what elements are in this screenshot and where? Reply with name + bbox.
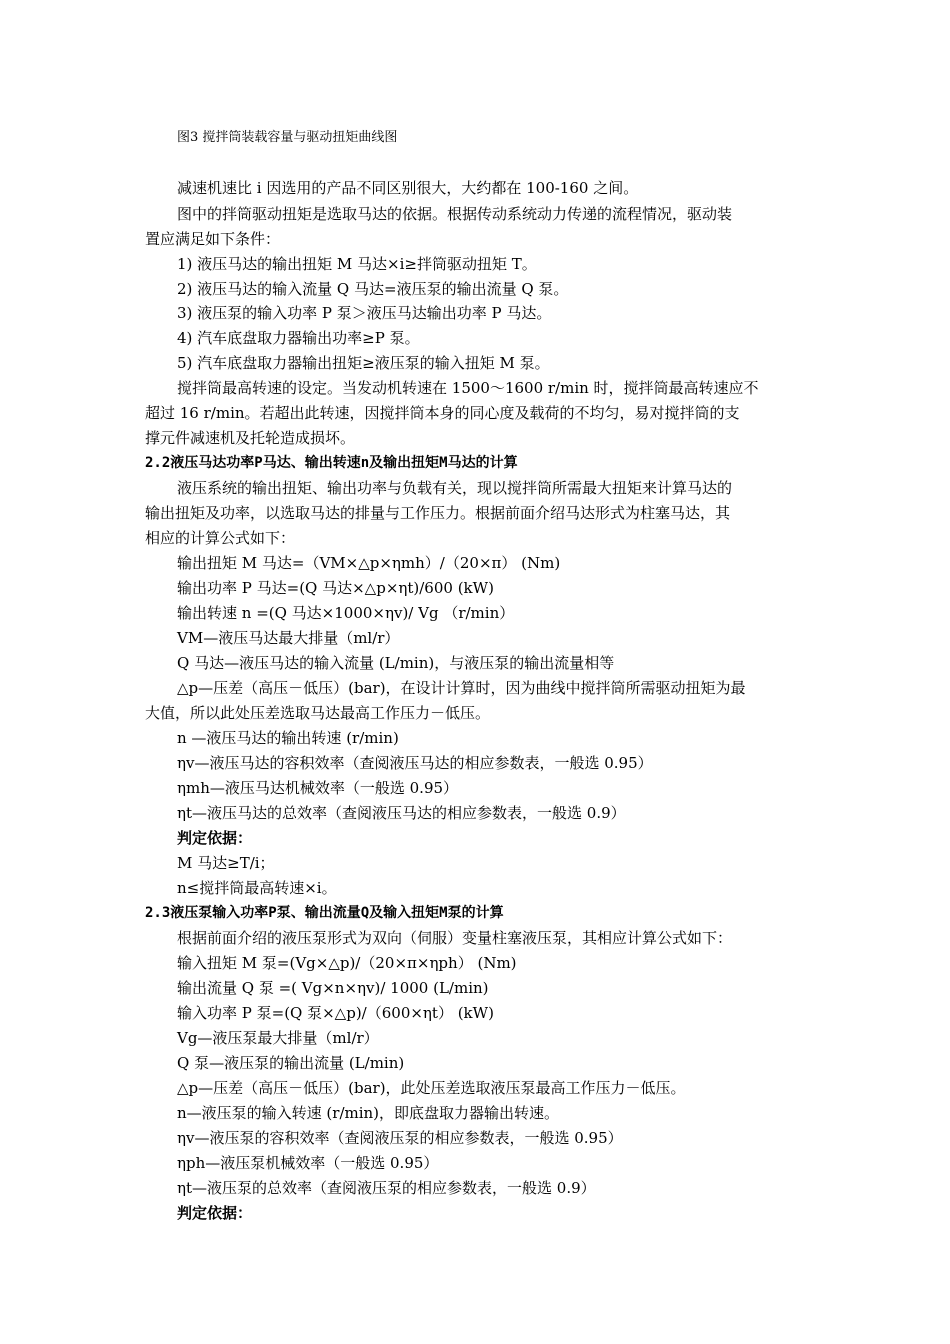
paragraph-line: 液压系统的输出扭矩、输出功率与负载有关，现以搅拌筒所需最大扭矩来计算马达的 xyxy=(177,479,733,497)
figure-caption: 图3 搅拌筒装载容量与驱动扭矩曲线图 xyxy=(177,130,398,145)
formula-line: 输出功率 P 马达=(Q 马达×△p×ηt)/600 (kW) xyxy=(177,579,494,597)
definition-line: n—液压泵的输入转速 (r/min)，即底盘取力器输出转速。 xyxy=(177,1104,560,1122)
paragraph-line: 搅拌筒最高转速的设定。当发动机转速在 1500～1600 r/min 时，搅拌筒最高转速应不 xyxy=(177,379,759,397)
formula-line: 输出转速 n =(Q 马达×1000×ηv)/ Vg （r/min） xyxy=(177,604,515,622)
paragraph-line: 超过 16 r/min。若超出此转速，因搅拌筒本身的同心度及载荷的不均匀，易对搅拌筒的支 xyxy=(145,404,740,422)
definition-line: Q 泵—液压泵的输出流量 (L/min) xyxy=(177,1054,405,1072)
condition-item: 5) 汽车底盘取力器输出扭矩≥液压泵的输入扭矩 M 泵。 xyxy=(177,354,550,372)
criteria-line: n≤搅拌筒最高转速×i。 xyxy=(177,879,337,897)
condition-item: 4) 汽车底盘取力器输出功率≥P 泵。 xyxy=(177,329,420,347)
paragraph-line: 相应的计算公式如下： xyxy=(145,529,296,547)
definition-line: 大值，所以此处压差选取马达最高工作压力－低压。 xyxy=(145,704,491,722)
criteria-label: 判定依据： xyxy=(177,1204,253,1222)
paragraph-line: 图中的拌筒驱动扭矩是选取马达的依据。根据传动系统动力传递的流程情况，驱动装 xyxy=(177,205,733,223)
condition-item: 1) 液压马达的输出扭矩 M 马达×i≥拌筒驱动扭矩 T。 xyxy=(177,255,537,273)
criteria-line: M 马达≥T/i； xyxy=(177,854,275,872)
definition-line: ηv—液压马达的容积效率（查阅液压马达的相应参数表，一般选 0.95） xyxy=(177,754,653,772)
formula-line: 输入功率 P 泵=(Q 泵×△p)/（600×ηt） (kW) xyxy=(177,1004,494,1022)
paragraph-line: 置应满足如下条件： xyxy=(145,230,281,248)
paragraph-line: 减速机速比 i 因选用的产品不同区别很大，大约都在 100-160 之间。 xyxy=(177,179,639,197)
definition-line: ηt—液压马达的总效率（查阅液压马达的相应参数表，一般选 0.9） xyxy=(177,804,626,822)
definition-line: ηph—液压泵机械效率（一般选 0.95） xyxy=(177,1154,439,1172)
definition-line: △p—压差（高压－低压）(bar)，此处压差选取液压泵最高工作压力－低压。 xyxy=(177,1079,686,1097)
condition-item: 2) 液压马达的输入流量 Q 马达=液压泵的输出流量 Q 泵。 xyxy=(177,280,569,298)
definition-line: Q 马达—液压马达的输入流量 (L/min)，与液压泵的输出流量相等 xyxy=(177,654,615,672)
definition-line: VM—液压马达最大排量（ml/r） xyxy=(177,629,400,647)
definition-line: ηt—液压泵的总效率（查阅液压泵的相应参数表，一般选 0.9） xyxy=(177,1179,596,1197)
definition-line: n —液压马达的输出转速 (r/min) xyxy=(177,729,399,747)
condition-item: 3) 液压泵的输入功率 P 泵＞液压马达输出功率 P 马达。 xyxy=(177,304,552,322)
definition-line: ηmh—液压马达机械效率（一般选 0.95） xyxy=(177,779,459,797)
formula-line: 输出扭矩 M 马达=（VM×△p×ηmh）/（20×π） (Nm) xyxy=(177,554,561,572)
definition-line: Vg—液压泵最大排量（ml/r） xyxy=(177,1029,379,1047)
paragraph-line: 撑元件减速机及托轮造成损坏。 xyxy=(145,429,356,447)
paragraph-line: 根据前面介绍的液压泵形式为双向（伺服）变量柱塞液压泵，其相应计算公式如下： xyxy=(177,929,733,947)
paragraph-line: 输出扭矩及功率，以选取马达的排量与工作压力。根据前面介绍马达形式为柱塞马达，其 xyxy=(145,504,731,522)
formula-line: 输入扭矩 M 泵=(Vg×△p)/（20×π×ηph） (Nm) xyxy=(177,954,517,972)
definition-line: △p—压差（高压－低压）(bar)，在设计计算时，因为曲线中搅拌筒所需驱动扭矩为最 xyxy=(177,679,746,697)
formula-line: 输出流量 Q 泵 =( Vg×n×ηv)/ 1000 (L/min) xyxy=(177,979,489,997)
section-heading-2-3: 2.3液压泵输入功率P泵、输出流量Q及输入扭矩M泵的计算 xyxy=(145,905,504,921)
criteria-label: 判定依据： xyxy=(177,829,253,847)
definition-line: ηv—液压泵的容积效率（查阅液压泵的相应参数表，一般选 0.95） xyxy=(177,1129,623,1147)
section-heading-2-2: 2.2液压马达功率P马达、输出转速n及输出扭矩M马达的计算 xyxy=(145,455,518,471)
